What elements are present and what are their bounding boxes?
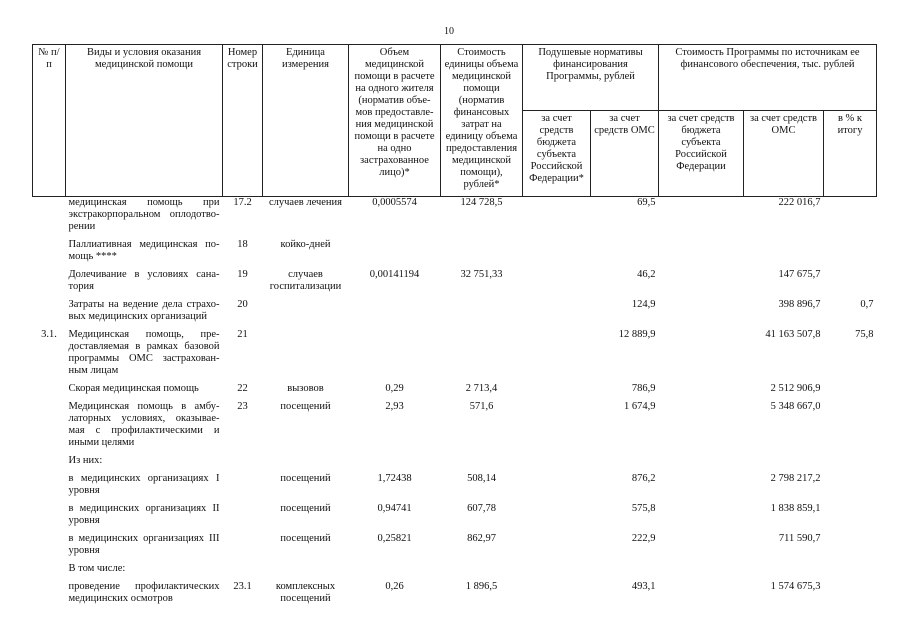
row-number [33,533,66,563]
table-row [33,503,877,533]
row-cost [441,329,523,383]
row-name: Скорая медицинская помощь [68,383,199,394]
row-prog-budget [659,473,744,503]
row-prog-oms: 5 348 667,0 [770,401,821,412]
row-prog-budget [659,533,744,563]
row-volume: 1,72438 [377,473,412,484]
row-cost: 124 728,5 [460,197,503,208]
row-volume: 2,93 [385,401,404,412]
row-name: медицинская помощь при экстракорпоральном оплодотво-рении [68,197,220,232]
row-cost: 2 713,4 [465,383,498,394]
table-row [33,383,877,401]
row-number [33,455,66,473]
row-cost [441,455,523,473]
program-cost-table [32,44,877,611]
row-pct: 75,8 [855,329,874,340]
header-pc-budget: за счет средств бюджета субъекта Российской Федерации* [523,111,591,197]
row-cost: 508,14 [467,473,496,484]
row-number [33,383,66,401]
row-volume [349,239,441,269]
row-number: 3.1. [41,329,57,340]
row-prog-oms: 1 838 859,1 [770,503,821,514]
row-prog-oms: 147 675,7 [778,269,821,280]
row-pc-oms: 786,9 [631,383,656,394]
row-pc-oms [591,455,659,473]
row-line [223,563,263,581]
row-unit: случаев госпитализации [269,269,342,292]
row-cost: 1 896,5 [465,581,498,592]
row-line [223,503,263,533]
row-volume: 0,0005574 [372,197,417,208]
row-unit: случаев лечения [269,197,342,208]
header-type: Виды и условия оказания медицинской помощи [66,45,223,197]
row-pc-oms: 222,9 [631,533,656,544]
row-unit: вызовов [287,383,324,394]
row-prog-oms: 711 590,7 [778,533,821,544]
header-prog-pct: в % к итогу [824,111,877,197]
row-volume: 0,00141194 [369,269,420,280]
row-unit: посещений [280,503,331,514]
row-prog-oms [744,563,824,581]
row-number [33,269,66,299]
header-line: Номер строки [223,45,263,197]
row-unit: посещений [280,473,331,484]
row-pct [824,269,877,299]
row-line: 22 [237,383,248,394]
row-cost: 571,6 [469,401,494,412]
table-row [33,239,877,269]
row-prog-budget [659,503,744,533]
row-line [223,473,263,503]
row-prog-budget [659,581,744,611]
row-pc-oms [591,239,659,269]
header-volume: Объем медицинской помощи в расчете на одного жителя (норматив объе-мов предоставле-ния медицинской помощи в расчете на одно застрахованное лицо)* [349,45,441,197]
row-prog-budget [659,299,744,329]
row-cost [441,299,523,329]
row-pc-budget [523,533,591,563]
row-prog-oms: 398 896,7 [778,299,821,310]
row-number [33,473,66,503]
row-volume [349,563,441,581]
row-prog-budget [659,383,744,401]
row-line: 18 [237,239,248,250]
table-row [33,299,877,329]
row-pc-oms: 1 674,9 [624,401,656,412]
row-pc-budget [523,473,591,503]
row-prog-oms [744,239,824,269]
row-name: Затраты на ведение дела страхо-вых медицинских организаций [68,299,220,322]
row-unit: посещений [280,533,331,544]
row-volume: 0,29 [385,383,404,394]
row-unit [263,563,349,581]
row-pc-budget [523,239,591,269]
header-pc-oms: за счет средств ОМС [591,111,659,197]
row-volume [349,299,441,329]
row-line: 23 [237,401,248,412]
row-pc-oms: 575,8 [631,503,656,514]
row-pc-oms: 69,5 [637,197,656,208]
row-unit: койко-дней [280,239,331,250]
row-pc-budget [523,581,591,611]
row-prog-budget [659,401,744,455]
row-pct [824,455,877,473]
row-pc-oms: 46,2 [637,269,656,280]
row-pc-budget [523,455,591,473]
header-prog-oms: за счет средств ОМС [744,111,824,197]
row-line: 19 [237,269,248,280]
table-body [33,197,877,612]
row-prog-budget [659,563,744,581]
row-pct [824,503,877,533]
row-name: в медицинских организациях II уровня [68,503,220,526]
row-number [33,581,66,611]
row-pc-budget [523,269,591,299]
header-prog-budget: за счет средств бюджета субъекта Российской Федерации [659,111,744,197]
table-row [33,533,877,563]
row-number [33,563,66,581]
row-name: Долечивание в условиях сана-тория [68,269,220,292]
row-pc-budget [523,503,591,533]
row-name: В том числе: [68,563,126,574]
row-prog-budget [659,329,744,383]
row-line: 23.1 [233,581,252,592]
row-number [33,239,66,269]
row-volume: 0,25821 [377,533,412,544]
table-row [33,269,877,299]
row-cost [441,563,523,581]
table-row [33,455,877,473]
row-cost: 32 751,33 [460,269,503,280]
row-unit [263,455,349,473]
row-cost: 607,78 [467,503,496,514]
table-row [33,401,877,455]
row-prog-oms: 222 016,7 [778,197,821,208]
header-num: № п/п [33,45,66,197]
row-volume [349,329,441,383]
row-pc-budget [523,383,591,401]
row-name: в медицинских организациях III уровня [68,533,220,556]
row-pc-oms: 876,2 [631,473,656,484]
row-pct [824,533,877,563]
row-number [33,401,66,455]
table-row [33,473,877,503]
row-number [33,197,66,240]
row-pct [824,563,877,581]
row-line: 20 [237,299,248,310]
row-name: Паллиативная медицинская по-мощь **** [68,239,220,262]
row-unit [263,299,349,329]
row-number [33,503,66,533]
row-name: Медицинская помощь, пре-доставляемая в рамках базовой программы ОМС застрахован-ным лицам [68,329,220,376]
row-name: в медицинских организациях I уровня [68,473,220,496]
table-row [33,329,877,383]
row-line: 21 [237,329,248,340]
row-pct: 0,7 [860,299,874,310]
row-prog-budget [659,269,744,299]
row-pc-oms: 124,9 [631,299,656,310]
row-line [223,455,263,473]
row-prog-oms: 2 798 217,2 [770,473,821,484]
row-unit: комплексных посещений [275,581,336,604]
row-line [223,533,263,563]
row-prog-oms: 41 163 507,8 [765,329,821,340]
row-pc-oms: 493,1 [631,581,656,592]
row-pc-budget [523,563,591,581]
table-row [33,581,877,611]
row-pct [824,239,877,269]
row-pct [824,473,877,503]
table-row [33,197,877,240]
row-volume: 0,94741 [377,503,412,514]
row-pc-budget [523,329,591,383]
row-cost: 862,97 [467,533,496,544]
row-pc-budget [523,197,591,240]
row-volume: 0,26 [385,581,404,592]
row-name: Медицинская помощь в амбу-латорных условиях, оказывае-мая с профилактическими и иными целями [68,401,220,448]
header-program-cost: Стоимость Программы по источникам ее финансового обеспечения, тыс. рублей [659,45,877,111]
page-number: 10 [444,26,454,37]
row-prog-oms: 2 512 906,9 [770,383,821,394]
row-pc-budget [523,401,591,455]
row-pct [824,383,877,401]
row-cost [441,239,523,269]
row-prog-budget [659,197,744,240]
row-pc-oms [591,563,659,581]
row-pc-budget [523,299,591,329]
header-cost: Стоимость единицы объема медицинской помощи (норматив финансовых затрат на единицу объема предоставления медицинской помощи), рублей* [441,45,523,197]
row-pct [824,401,877,455]
header-per-capita: Подушевые нормативы финансирования Программы, рублей [523,45,659,111]
row-number [33,299,66,329]
row-pct [824,581,877,611]
row-name: Из них: [68,455,103,466]
row-prog-budget [659,239,744,269]
row-pc-oms: 12 889,9 [618,329,656,340]
row-prog-budget [659,455,744,473]
row-pct [824,197,877,240]
table-row [33,563,877,581]
row-prog-oms [744,455,824,473]
row-unit: посещений [280,401,331,412]
row-volume [349,455,441,473]
header-unit: Единица измерения [263,45,349,197]
row-name: проведение профилактических медицинских осмотров [68,581,220,604]
row-line: 17.2 [233,197,252,208]
row-unit [263,329,349,383]
row-prog-oms: 1 574 675,3 [770,581,821,592]
